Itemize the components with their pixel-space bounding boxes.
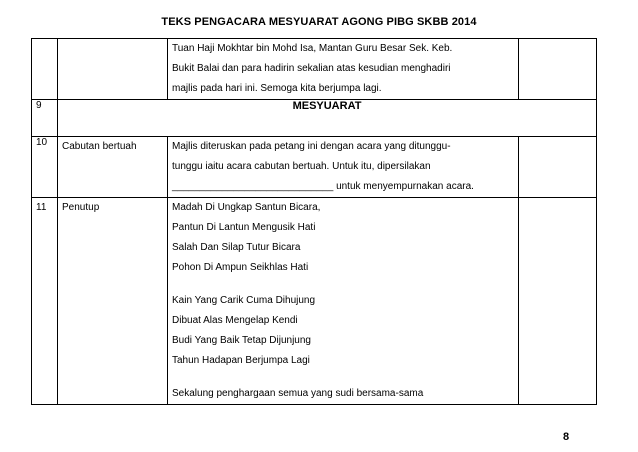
section-heading: MESYUARAT — [58, 100, 597, 137]
agenda-table — [31, 38, 597, 405]
row-content — [168, 137, 519, 198]
row-item-label: Cabutan bertuah — [62, 141, 137, 152]
row-number — [32, 198, 58, 405]
row-item — [58, 198, 168, 405]
document-title: TEKS PENGACARA MESYUARAT AGONG PIBG SKBB 2014 — [161, 16, 477, 28]
verse-line: Kain Yang Carik Cuma Dihujung — [172, 295, 316, 306]
row-number — [32, 39, 58, 100]
verse-line: Tahun Hadapan Berjumpa Lagi — [172, 355, 310, 366]
row-item-label: Penutup — [62, 202, 100, 213]
content-line: Majlis diteruskan pada petang ini dengan acara yang ditunggu- — [172, 141, 451, 152]
row-item — [58, 137, 168, 198]
row-item — [58, 39, 168, 100]
table-row — [32, 39, 597, 100]
table-row — [32, 100, 597, 137]
closing-line: Sekalung penghargaan semua yang sudi bersama-sama — [172, 388, 424, 399]
table-row — [32, 198, 597, 405]
content-line: majlis pada hari ini. Semoga kita berjumpa lagi. — [172, 83, 382, 94]
row-number: 9 — [32, 100, 58, 137]
row-number: 10 — [32, 137, 58, 198]
verse-line: Pohon Di Ampun Seikhlas Hati — [172, 262, 309, 273]
content-line: _____________________________ untuk menyempurnakan acara. — [172, 181, 474, 192]
verse-line: Budi Yang Baik Tetap Dijunjung — [172, 335, 311, 346]
verse-line: Dibuat Alas Mengelap Kendi — [172, 315, 298, 326]
row-content — [168, 198, 519, 405]
verse-line: Madah Di Ungkap Santun Bicara, — [172, 202, 321, 213]
row-notes — [519, 137, 597, 198]
content-line: tunggu iaitu acara cabutan bertuah. Untuk itu, dipersilakan — [172, 161, 431, 172]
row-number-label: 11 — [36, 202, 47, 213]
row-notes — [519, 39, 597, 100]
stanza-gap — [172, 371, 514, 384]
verse-line: Pantun Di Lantun Mengusik Hati — [172, 222, 316, 233]
page-number: 8 — [563, 431, 570, 443]
content-line: Bukit Balai dan para hadirin sekalian atas kesudian menghadiri — [172, 63, 451, 74]
content-line: Tuan Haji Mokhtar bin Mohd Isa, Mantan Guru Besar Sek. Keb. — [172, 43, 453, 54]
row-notes — [519, 198, 597, 405]
table-row — [32, 137, 597, 198]
stanza-gap — [172, 278, 514, 291]
verse-line: Salah Dan Silap Tutur Bicara — [172, 242, 301, 253]
row-content — [168, 39, 519, 100]
